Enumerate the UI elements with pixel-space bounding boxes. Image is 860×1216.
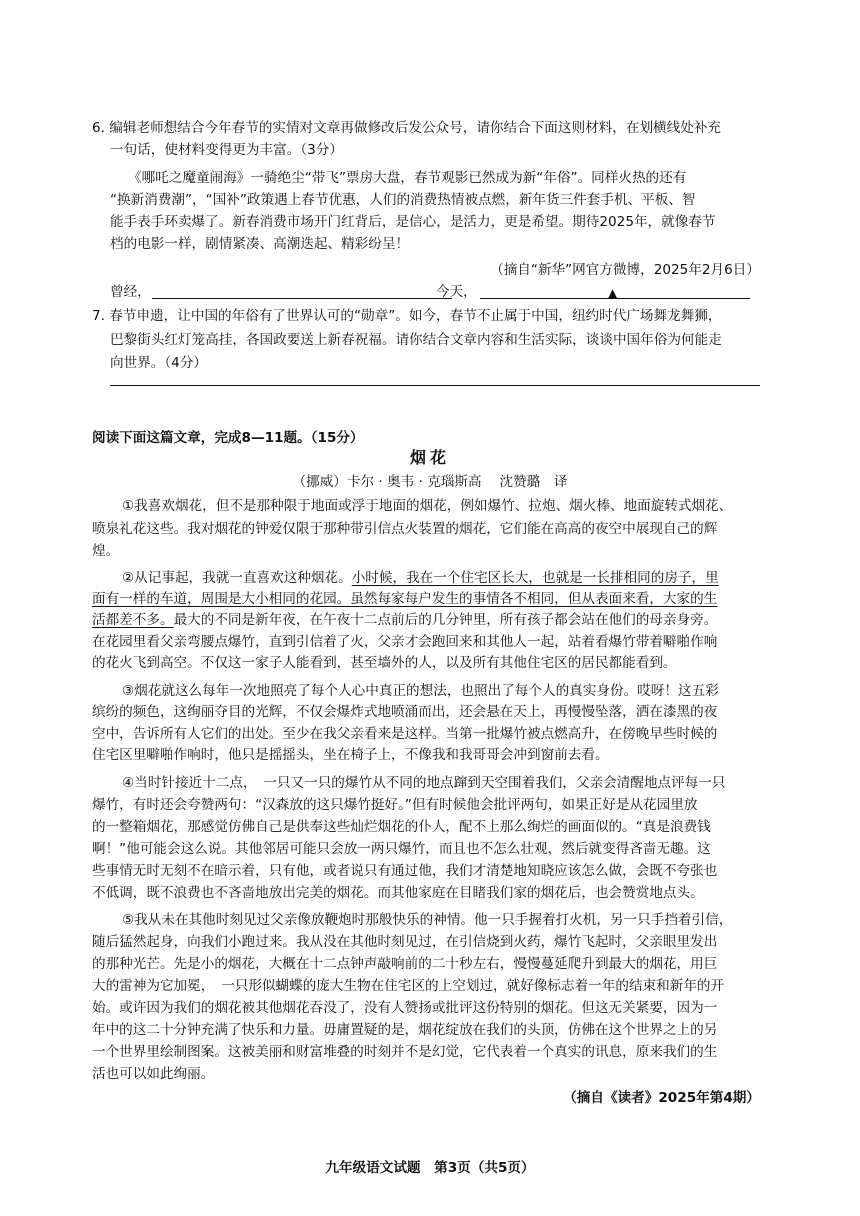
material-line-4: 档的电影一样，剧情紧凑、高潮迭起、精彩纷呈！ xyxy=(110,236,410,252)
para-2-text: ②从记事起，我就一直喜欢这种烟花。 xyxy=(122,570,352,586)
para-2-line-3 xyxy=(92,610,717,630)
question-6-line-2: 一句话，使材料变得更为丰富。（3分） xyxy=(110,142,343,158)
para-2-line-2-underlined: 面有一样的车道，周围是大小相同的花园。虽然每家每户发生的事情各不相同，但从表面来看，大家的生 xyxy=(92,591,718,607)
para-2-text-cont: 最大的不同是新年夜，在午夜十二点前后的几分钟里，所有孩子都会站在他们的母亲身旁。 xyxy=(173,612,718,628)
para-5-line-3: 的那种光芒。先是小的烟花，大概在十二点钟声敲响前的二十秒左右，慢慢蔓延爬升到最大的烟花，用巨 xyxy=(92,956,718,972)
para-2-underlined-end: 活都差不多。 xyxy=(92,612,174,628)
para-1-line-1: ①我喜欢烟花，但不是那种限于地面或浮于地面的烟花，例如爆竹、拉炮、烟火棒、地面旋转式烟花、 xyxy=(122,498,733,514)
para-3-line-3: 空中，告诉所有人它们的出处。至少在我父亲看来是这样。当第一批爆竹被点燃高升，在傍晚早些时候的 xyxy=(92,726,718,742)
para-4-line-5: 些事情无时无刻不在暗示着，只有他，或者说只有通过他，我们才清楚地知晓应该怎么做，会既不夸张也 xyxy=(92,863,718,879)
fill-label-today: 今天， xyxy=(436,284,477,300)
fill-in-row xyxy=(110,282,760,304)
triangle-marker-icon: ▲ xyxy=(608,286,618,300)
para-3-line-1: ③烟花就这么每年一次地照亮了每个人心中真正的想法，也照出了每个人的真实身份。哎呀！这五彩 xyxy=(122,683,719,699)
question-7-line-1: 7. 春节申遗，让中国的年俗有了世界认可的“勋章”。如今，春节不止属于中国，纽约时代广场舞龙舞狮， xyxy=(92,308,722,324)
para-4-line-4: 啊！”他可能会这么说。其他邻居可能只会放一两只爆竹，而且也不怎么壮观，然后就变得吝啬无趣。这 xyxy=(92,841,711,857)
para-5-line-5: 始。或许因为我们的烟花被其他烟花吞没了，没有人赞扬或批评这份特别的烟花。但这无关紧要，因为一 xyxy=(92,1000,718,1016)
para-5-line-1: ⑤我从未在其他时刻见过父亲像放鞭炮时那般快乐的神情。他一只手握着打火机，另一只手挡着引信， xyxy=(122,912,733,928)
reading-section-heading: 阅读下面这篇文章，完成8—11题。（15分） xyxy=(92,430,364,446)
question-7-line-2: 巴黎街头红灯笼高挂，各国政要送上新春祝福。请你结合文章内容和生活实际，谈谈中国年俗为何能走 xyxy=(110,332,722,348)
para-1-line-3: 煌。 xyxy=(92,543,120,559)
para-4-line-2: 爆竹，有时还会夸赞两句：“汉森放的这只爆竹挺好。”但有时候他会批评两句，如果正好是从花园里放 xyxy=(92,797,698,813)
page-footer: 九年级语文试题 第3页（共5页） xyxy=(325,1160,535,1176)
para-2-underlined: 小时候，我在一个住宅区长大，也就是一长排相同的房子，里 xyxy=(351,570,719,586)
article-source: （摘自《读者》2025年第4期） xyxy=(563,1090,760,1106)
para-5-line-8: 活也可以如此绚丽。 xyxy=(92,1066,215,1082)
para-3-line-2: 缤纷的频色，这绚丽夺目的光辉，不仅会爆炸式地喷涌而出，还会悬在天上，再慢慢坠落，洒在漆黑的夜 xyxy=(92,704,718,720)
para-5-line-2: 随后猛然起身，向我们小跑过来。我从没在其他时刻见过，在引信烧到火药，爆竹飞起时，父亲眼里发出 xyxy=(92,934,718,950)
answer-line[interactable] xyxy=(110,385,760,386)
material-line-2: “换新消费潮”，“国补”政策遇上春节优惠，人们的消费热情被点燃，新年货三件套手机、平板、智 xyxy=(110,192,696,208)
para-5-line-4: 大的雷神为它加冕， 一只形似蝴蝶的庞大生物在住宅区的上空划过，就好像标志着一年的结束和新年的开 xyxy=(92,978,725,994)
para-5-line-6: 年中的这二十分钟充满了快乐和力量。毋庸置疑的是，烟花绽放在我们的头顶，仿佛在这个世界之上的另 xyxy=(92,1022,718,1038)
fill-blank-past[interactable] xyxy=(152,282,452,299)
material-source: （摘自“新华”网官方微博，2025年2月6日） xyxy=(490,262,760,278)
para-1-line-2: 喷泉礼花这些。我对烟花的钟爱仅限于那种带引信点火装置的烟花，它们能在高高的夜空中展现自己的辉 xyxy=(92,521,718,537)
para-5-line-7: 一个世界里绘制图案。这被美丽和财富堆叠的时刻并不是幻觉，它代表着一个真实的讯息，原来我们的生 xyxy=(92,1044,718,1060)
article-author: （挪威）卡尔 · 奥韦 · 克瑙斯高 沈赞璐 译 xyxy=(292,474,568,490)
para-4-line-1: ④当时针接近十二点， 一只又一只的爆竹从不同的地点蹿到天空围着我们，父亲会清醒地点评每一只 xyxy=(122,775,726,791)
para-2-line-5: 的花火飞到高空。不仅这一家子人能看到，甚至墙外的人，以及所有其他住宅区的居民都能看到。 xyxy=(92,655,677,671)
question-7-line-3: 向世界。（4分） xyxy=(110,355,208,371)
material-line-1: 《哪吒之魔童闹海》一骑绝尘“带飞”票房大盘，春节观影已然成为新“年俗”。同样火热的还有 xyxy=(128,170,687,186)
para-2-line-1 xyxy=(122,568,719,588)
para-4-line-3: 的一整箱烟花，那感觉仿佛自己是供奉这些灿烂烟花的仆人，配不上那么绚烂的画面似的。“真是浪费钱 xyxy=(92,819,711,835)
para-2-line-4: 在花园里看父亲弯腰点爆竹，直到引信着了火，父亲才会跑回来和其他人一起，站着看爆竹带着噼啪作响 xyxy=(92,634,718,650)
fill-label-past: 曾经， xyxy=(110,284,151,300)
article-title: 烟花 xyxy=(409,448,450,467)
para-4-line-6: 不低调，既不浪费也不吝啬地放出完美的烟花。而其他家庭在目睹我们家的烟花后，也会赞赏地点头。 xyxy=(92,885,704,901)
material-line-3: 能手表手环卖爆了。新春消费市场开门红背后，是信心，是活力，更是希望。期待2025年，就像春节 xyxy=(110,214,716,230)
question-6-line-1: 6. 编辑老师想结合今年春节的实情对文章再做修改后发公众号，请你结合下面这则材料，在划横线处补充 xyxy=(92,120,722,136)
para-3-line-4: 住宅区里噼啪作响时，他只是摇摇头，坐在椅子上，不像我和我哥哥会冲到窗前去看。 xyxy=(92,747,609,763)
